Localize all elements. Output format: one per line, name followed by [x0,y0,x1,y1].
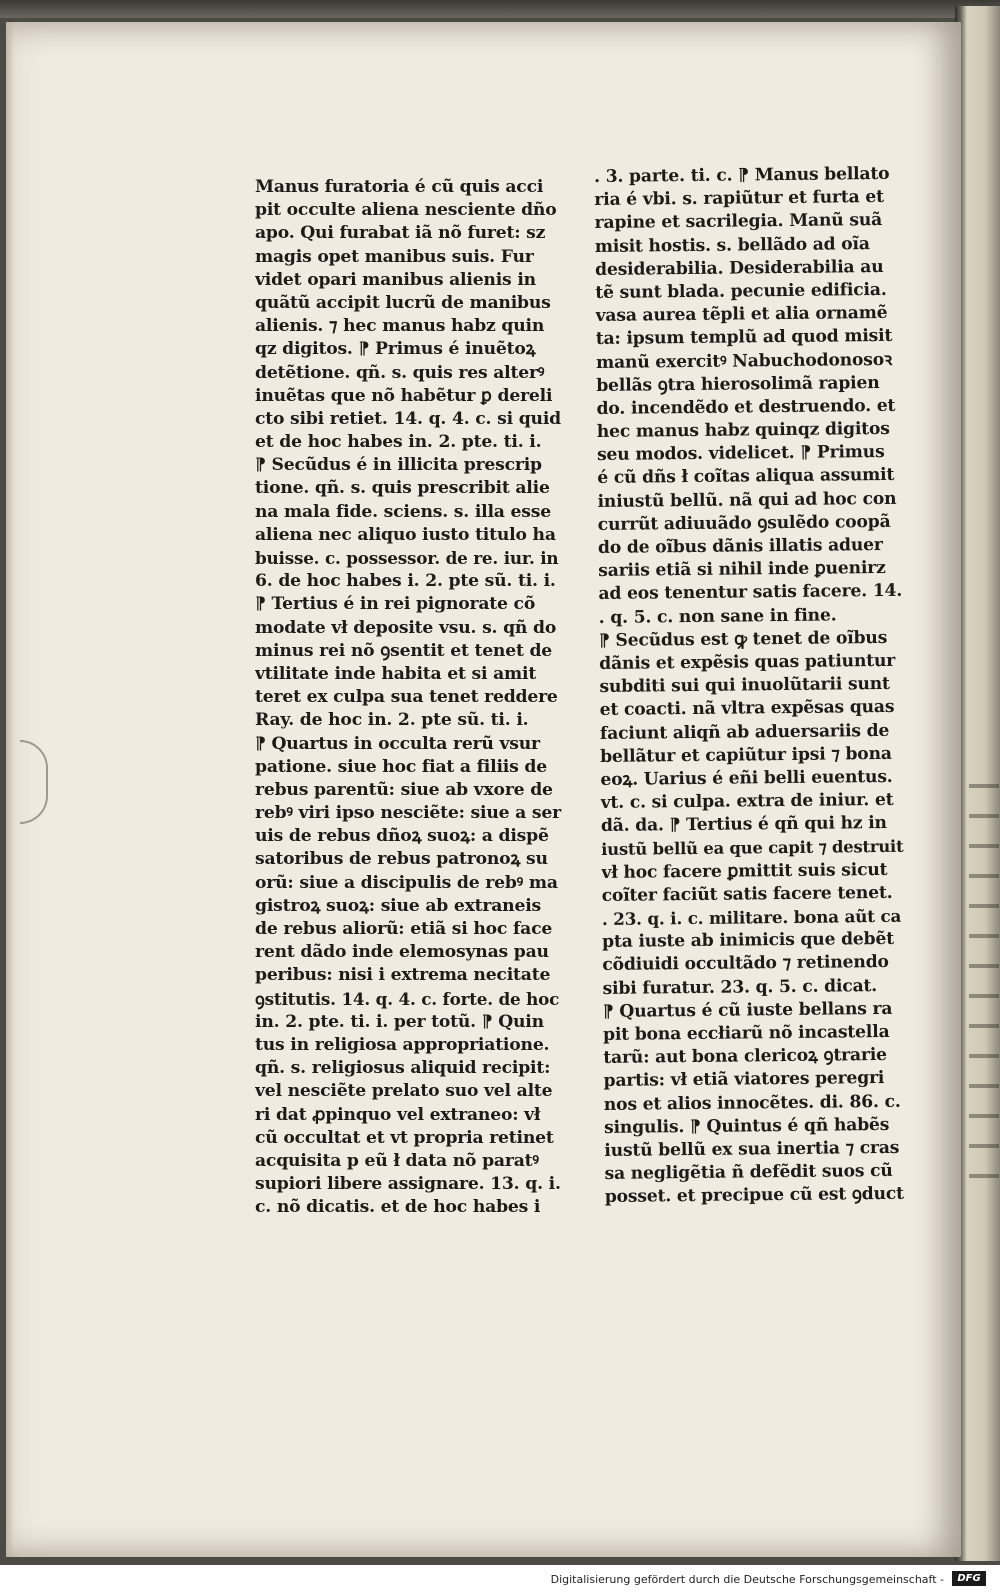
text-line: apo. Qui furabat iã nõ furet: sz [255,223,546,244]
text-line: in. 2. pte. ti. i. per totũ. ⁋ Quin [255,1011,544,1032]
text-line: rent dãdo inde elemosynas pau [255,942,549,963]
text-line: ria é vbi. s. rapiũtur et furta et [594,187,884,211]
text-line: ta: ipsum templũ ad quod misit [595,326,893,350]
text-line: do. incendẽdo et destruendo. et [596,395,896,419]
text-line: videt opari manibus alienis in [255,269,536,290]
text-line: ⁋ Quartus in occulta rerũ vsur [255,733,540,754]
page-edges-right [955,6,1000,1561]
text-line: magis opet manibus suis. Fur [255,246,534,267]
text-line: pit occulte aliena nesciente dño [255,200,557,221]
text-line: é cũ dñs ł coĩtas aliqua assumit [597,465,895,489]
text-line: nos et alios innocẽtes. di. 86. c. [603,1091,901,1115]
text-line: peribus: nisi i extrema necitate [255,965,551,986]
text-line: pit bona eccłiarũ nõ incastella [602,1021,890,1045]
text-line: na mala fide. sciens. s. illa esse [255,501,551,522]
text-line: cto sibi retiet. 14. q. 4. c. si quid [255,408,561,429]
text-line: sa negligẽtia ñ defẽdit suos cũ [604,1160,893,1185]
text-line: de rebus aliorũ: etiã si hoc face [255,919,553,939]
text-line: inuẽtas que nõ habẽtur ꝑ dereli [255,385,553,406]
text-line: detẽtione. qñ. s. quis res alterꝰ [255,362,545,383]
text-line: rebꝰ viri ipso nesciẽte: siue a ser [255,803,561,824]
text-line: aliena nec aliquo iusto titulo ha [255,524,556,545]
text-line: iustũ bellũ ea que capit ⁊ destruit [601,837,904,860]
text-line: bellãs ꝯtra hierosolimã rapien [596,372,880,396]
text-line: Ray. de hoc in. 2. pte sũ. ti. i. [255,710,529,731]
text-line: ꝯstitutis. 14. q. 4. c. forte. de hoc [255,988,560,1009]
text-line: tẽ sunt blada. pecunie edificia. [595,279,887,303]
text-line: vasa aurea tẽpli et alia ornamẽ [595,303,888,327]
text-line: rapine et sacrilegia. Manũ suã [594,210,883,234]
text-line: et de hoc habes in. 2. pte. ti. i. [255,432,542,453]
text-line: ⁋ Secũdus é in illicita prescrip [255,455,542,476]
text-line: dã. da. ⁋ Tertius é qñ qui hz in [600,813,887,837]
text-line: gistroꝝ suoꝝ: siue ab extraneis [255,895,542,916]
text-line: do de oĩbus dãnis illatis aduer [597,534,883,558]
text-line: faciunt aliqñ ab aduersariis de [599,720,890,744]
funding-credit: Digitalisierung gefördert durch die Deutsche Forschungsgemeinschaft - [550,1573,944,1586]
text-line: . q. 5. c. non sane in fine. [598,605,837,628]
text-line: ⁋ Secũdus est ꝙ tenet de oĩbus [598,627,888,651]
text-line: alienis. ⁊ hec manus habz quin [255,316,545,337]
text-line: sariis etiã si nihil inde ꝑuenirz [598,558,886,582]
dfg-logo[interactable]: DFG [952,1571,986,1586]
text-line: misit hostis. s. bellãdo ad oĩa [594,233,870,257]
text-line: quãtũ accipit lucrũ de manibus [255,292,551,313]
text-line: ad eos tenentur satis facere. 14. [598,581,903,605]
text-line: currũt adiuuãdo ꝯsulẽdo coopã [597,511,891,535]
footer-bar [0,1565,1000,1593]
page-edge-marks [969,766,999,1186]
text-line: coĩter faciũt satis facere tenet. [601,882,893,906]
text-line: bellãtur et capiũtur ipsi ⁊ bona [600,743,892,767]
text-line: tione. qñ. s. quis prescribit alie [255,478,550,499]
text-line: tarũ: aut bona clericoꝝ ꝯtrarie [603,1045,887,1069]
text-line: uis de rebus dñoꝝ suoꝝ: a dispẽ [255,826,549,847]
text-line: singulis. ⁋ Quintus é qñ habẽs [603,1114,890,1138]
text-line: patione. siue hoc fiat a filiis de [255,756,547,777]
text-line: buisse. c. possessor. de re. iur. in [255,548,559,568]
text-line: qz digitos. ⁋ Primus é inuẽtoꝝ [255,339,536,360]
text-line: sibi furatur. 23. q. 5. c. dicat. [602,975,878,999]
text-line: satoribus de rebus patronoꝝ su [255,849,548,870]
text-column-right [594,163,910,1210]
text-line: seu modos. videlicet. ⁋ Primus [596,442,885,466]
text-line: subditi sui qui inuolũtarii sunt [599,674,890,698]
text-line: qñ. s. religiosus aliquid recipit: [255,1058,551,1079]
text-line: pta iuste ab inimicis que debẽt [602,929,894,953]
text-line: . 23. q. i. c. militare. bona aũt ca [601,905,902,929]
text-line: dãnis et expẽsis quas patiuntur [599,650,896,674]
text-line: ri dat ꝓpinquo vel extraneo: vł [255,1104,541,1125]
text-line: iniustũ bellũ. nã qui ad hoc con [597,488,897,512]
book-top-edge [0,0,1000,18]
text-line: acquisita p eũ ł data nõ paratꝰ [255,1150,539,1171]
text-line: Manus furatoria é cũ quis acci [255,177,544,197]
text-line: minus rei nõ ꝯsentit et tenet de [255,640,553,661]
text-line: cũ occultat et vt propria retinet [255,1127,554,1148]
text-line: et coacti. nã vltra expẽsas quas [599,697,895,721]
text-line: teret ex culpa sua tenet reddere [255,687,558,708]
page-gutter-shadow [6,22,14,1557]
text-column-left [255,176,565,1219]
text-line: hec manus habz quinqz digitos [596,418,890,443]
text-line: supiori libere assignare. 13. q. i. [255,1174,561,1195]
text-line: cõdiuidi occultãdo ⁊ retinendo [602,952,889,976]
binding-hole [20,740,48,824]
text-line: iustũ bellũ ex sua inertia ⁊ cras [604,1137,900,1161]
text-line: desiderabilia. Desiderabilia au [594,256,884,280]
text-line: ⁋ Tertius é in rei pignorate cõ [255,594,536,615]
text-line: . 3. parte. ti. c. ⁋ Manus bellato [594,163,890,187]
text-line: ⁋ Quartus é cũ iuste bellans ra [602,998,893,1022]
text-line: vł hoc facere ꝑmittit suis sicut [601,859,888,883]
text-line: vel nesciẽte prelato suo vel alte [255,1081,553,1102]
text-line: 6. de hoc habes i. 2. pte sũ. ti. i. [255,571,556,592]
text-line: posset. et precipue cũ est ꝯduct [604,1184,904,1208]
text-line: tus in religiosa appropriatione. [255,1034,550,1055]
text-line: vtilitate inde habita et si amit [255,663,537,684]
text-line: vt. c. si culpa. extra de iniur. et [600,789,894,814]
text-line: rebus parentũ: siue ab vxore de [255,779,553,800]
text-line: modate vł deposite vsu. s. qñ do [255,617,557,638]
text-line: orũ: siue a discipulis de rebꝰ ma [255,872,558,893]
text-line: partis: vł etiã viatores peregri [603,1068,885,1092]
text-line: manũ exercitꝰ Nabuchodonosoꝛ [595,349,893,373]
text-line: eoꝝ. Uarius é eñi belli euentus. [600,766,893,790]
text-line: c. nõ dicatis. et de hoc habes i [255,1197,541,1218]
